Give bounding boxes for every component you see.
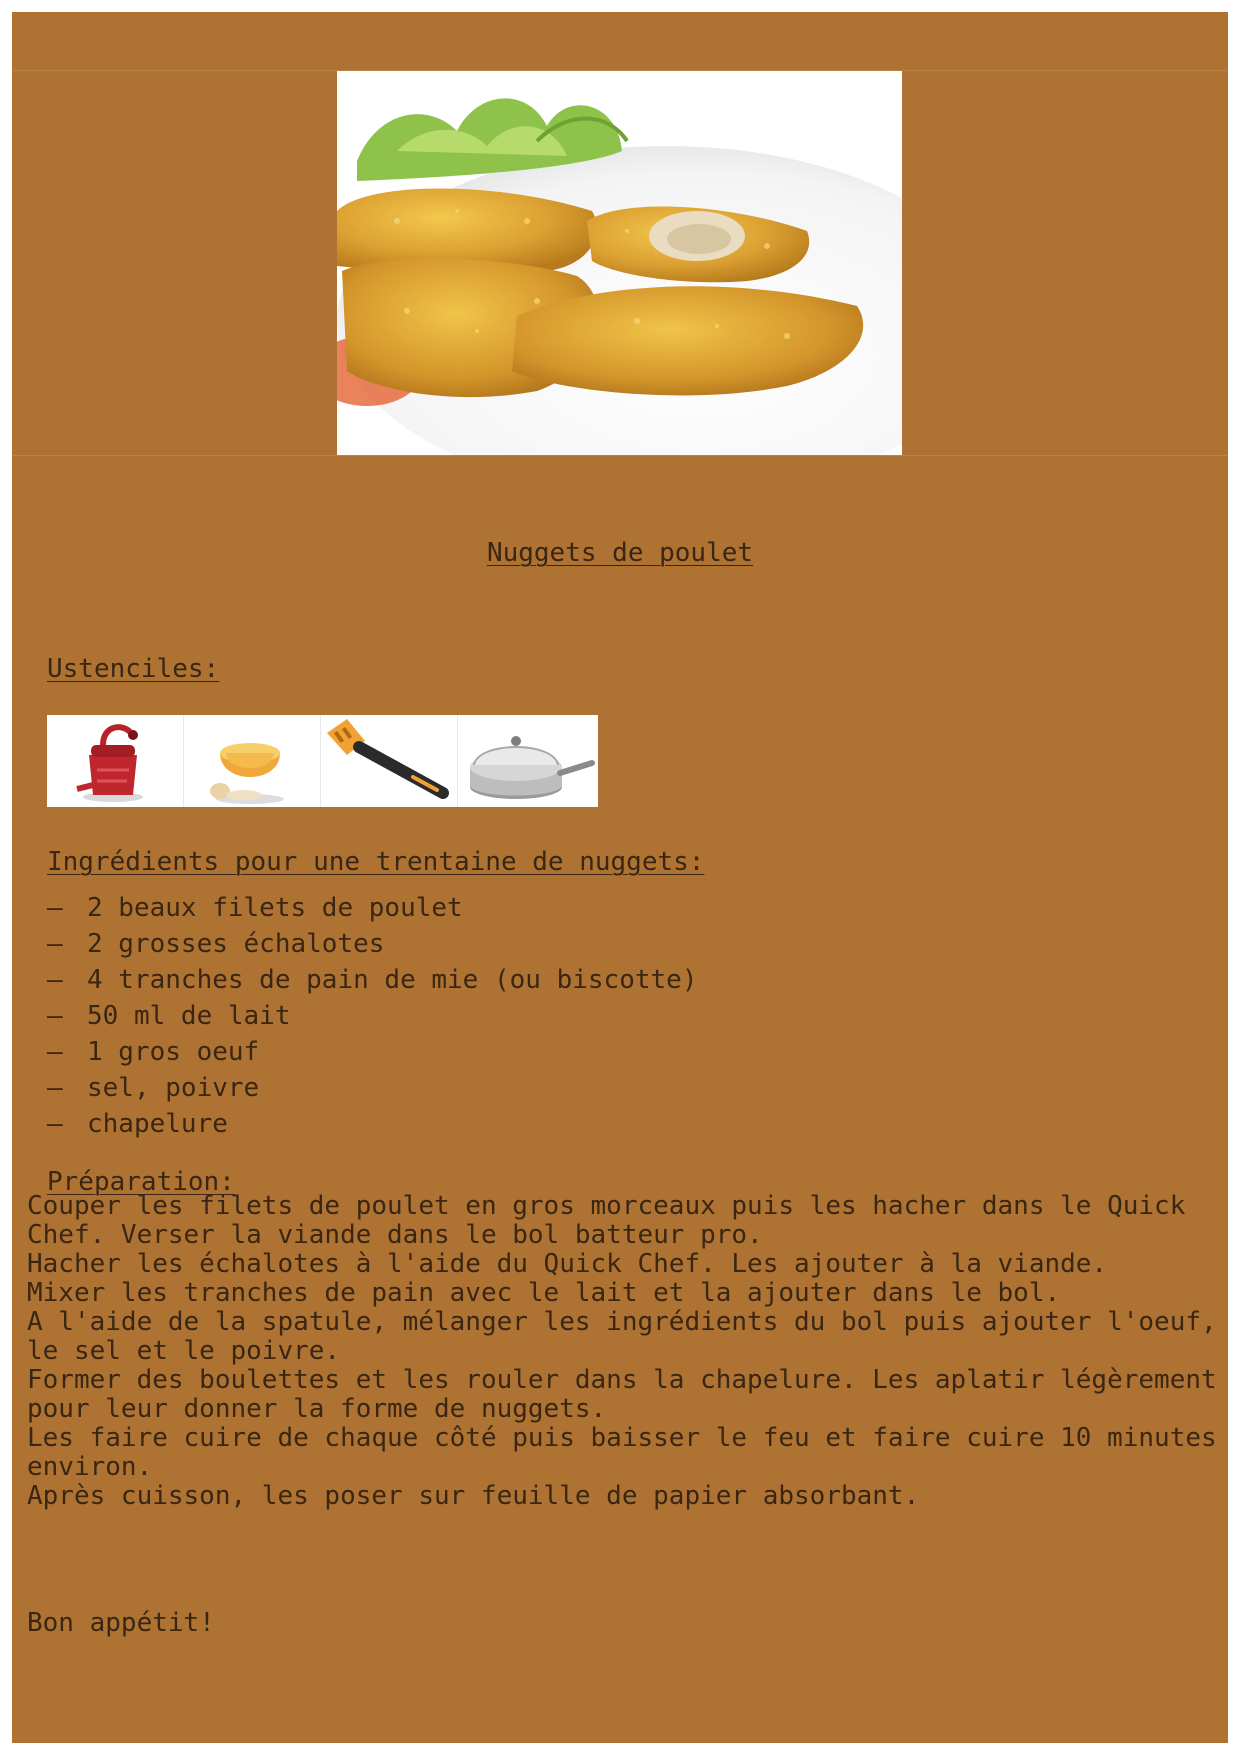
list-item: – 1 gros oeuf: [47, 1037, 260, 1067]
ingredient-list: [47, 890, 697, 1142]
utensils-strip: [47, 715, 598, 807]
recipe-page: [12, 12, 1228, 1743]
recipe-title: Nuggets de poulet: [486, 538, 754, 568]
list-item: – sel, poivre: [47, 1073, 260, 1103]
preparation-step: Hacher les échalotes à l'aide du Quick Chef. Les ajouter à la viande.: [27, 1249, 1108, 1279]
preparation-step: A l'aide de la spatule, mélanger les ingrédients du bol puis ajouter l'oeuf, le sel et le poivre.: [27, 1307, 1217, 1366]
ingredients-heading: Ingrédients pour une trentaine de nuggets:: [47, 847, 705, 877]
mixing-bowl-icon: [184, 715, 321, 807]
preparation-steps: [27, 1192, 1222, 1511]
list-item: – 2 beaux filets de poulet: [47, 893, 463, 923]
preparation-step: Mixer les tranches de pain avec le lait et la ajouter dans le bol.: [27, 1278, 1061, 1308]
preparation-step: Après cuisson, les poser sur feuille de papier absorbant.: [27, 1481, 920, 1511]
preparation-heading: Préparation:: [47, 1167, 235, 1197]
closing-line: Bon appétit!: [27, 1608, 215, 1638]
header-band: [12, 12, 1228, 71]
list-item: – 2 grosses échalotes: [47, 929, 385, 959]
list-item: – chapelure: [47, 1109, 228, 1139]
utensils-heading: Ustenciles:: [47, 654, 220, 684]
frying-pan-icon: [458, 715, 595, 807]
chicken-nuggets-photo: [337, 71, 902, 455]
hero-band: [12, 70, 1228, 456]
preparation-step: Les faire cuire de chaque côté puis baisser le feu et faire cuire 10 minutes environ.: [27, 1423, 1217, 1482]
food-chopper-icon: [47, 715, 184, 807]
list-item: – 4 tranches de pain de mie (ou biscotte): [47, 965, 698, 995]
spatula-icon: [321, 715, 458, 807]
preparation-step: Couper les filets de poulet en gros morceaux puis les hacher dans le Quick Chef. Verser la viande dans le bol batteur pro.: [27, 1191, 1186, 1250]
list-item: – 50 ml de lait: [47, 1001, 291, 1031]
preparation-step: Former des boulettes et les rouler dans la chapelure. Les aplatir légèrement pour leur donner la forme de nuggets.: [27, 1365, 1217, 1424]
